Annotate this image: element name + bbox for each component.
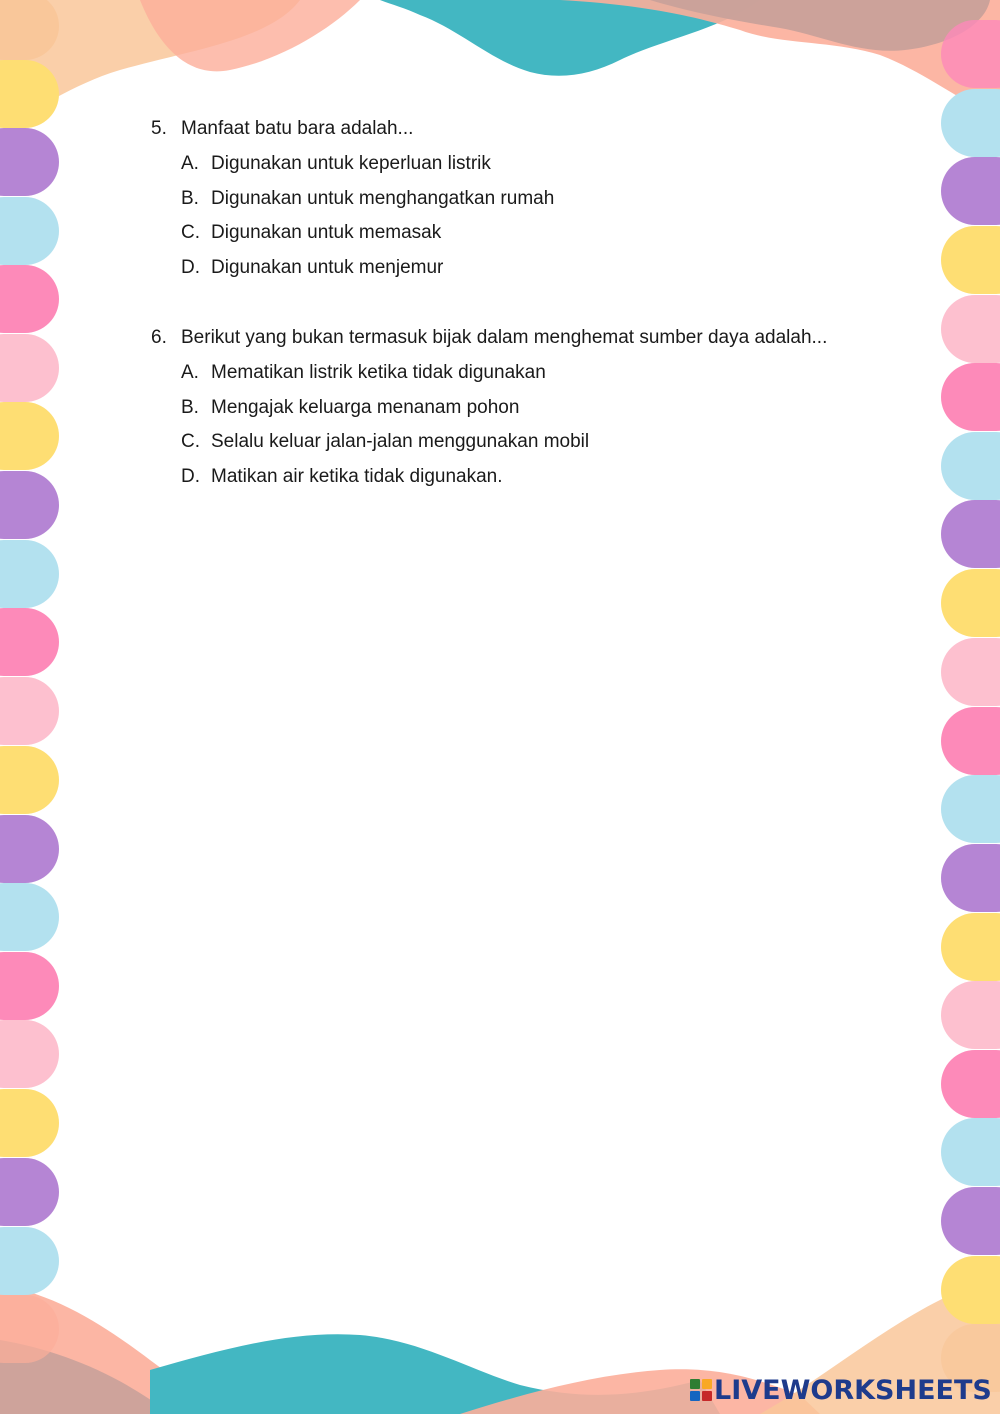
option-text: Mematikan listrik ketika tidak digunakan: [211, 361, 546, 383]
option-text: Matikan air ketika tidak digunakan.: [211, 466, 503, 488]
option-d: [151, 258, 554, 278]
option-letter: B.: [181, 187, 199, 209]
question-text: Berikut yang bukan termasuk bijak dalam menghemat sumber daya adalah...: [181, 327, 828, 348]
option-text: Digunakan untuk keperluan listrik: [211, 152, 491, 174]
option-letter: B.: [181, 396, 199, 418]
option-c: [151, 432, 827, 452]
option-letter: D.: [181, 466, 200, 488]
liveworksheets-logo-icon: [690, 1379, 712, 1401]
option-letter: A.: [181, 361, 199, 383]
option-letter: C.: [181, 222, 200, 244]
option-text: Mengajak keluarga menanam pohon: [211, 396, 520, 418]
option-text: Selalu keluar jalan-jalan menggunakan mobil: [211, 431, 590, 453]
question-text: Manfaat batu bara adalah...: [181, 118, 414, 139]
question-number: 6.: [151, 327, 167, 348]
question-6: [151, 328, 827, 487]
question-row: [151, 328, 827, 348]
option-c: [151, 223, 554, 243]
question-5: [151, 119, 554, 278]
option-b: [151, 398, 827, 418]
question-row: [151, 119, 554, 139]
liveworksheets-brand: [690, 1376, 992, 1404]
option-letter: D.: [181, 257, 200, 279]
option-letter: A.: [181, 152, 199, 174]
option-b: [151, 189, 554, 209]
option-a: [151, 154, 554, 174]
option-text: Digunakan untuk menjemur: [211, 257, 444, 279]
option-text: Digunakan untuk memasak: [211, 222, 442, 244]
option-text: Digunakan untuk menghangatkan rumah: [211, 187, 555, 209]
option-letter: C.: [181, 431, 200, 453]
question-number: 5.: [151, 118, 167, 139]
option-a: [151, 363, 827, 383]
liveworksheets-wordmark: LIVEWORKSHEETS: [714, 1374, 992, 1406]
option-d: [151, 467, 827, 487]
